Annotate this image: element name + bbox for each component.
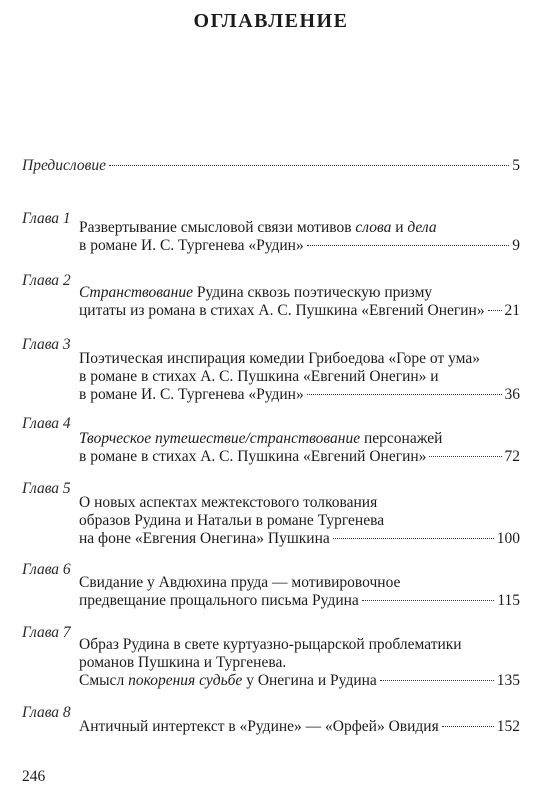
- page-title: ОГЛАВЛЕНИЕ: [193, 10, 349, 32]
- chapter-page: 100: [496, 530, 520, 547]
- preface-label: Предисловие: [22, 157, 106, 174]
- chapter-label: Глава 1: [22, 210, 71, 227]
- title-line: Развертывание смысловой связи мотивов слова и дела: [79, 219, 437, 236]
- chapter-page: 21: [504, 302, 520, 319]
- title-line: цитаты из романа в стихах А. С. Пушкина «Евгений Онегин» 21: [79, 302, 520, 319]
- chapter-label: Глава 6: [22, 561, 71, 578]
- dot-leader: [109, 165, 509, 166]
- toc-entry-chapter-6[interactable]: [22, 561, 520, 609]
- title-line: предвещание прощального письма Рудина 115: [79, 592, 520, 609]
- dot-leader: [362, 600, 495, 601]
- toc-entry-chapter-3[interactable]: [22, 336, 520, 403]
- toc-entry-chapter-2[interactable]: [22, 272, 520, 319]
- dot-leader: [429, 456, 501, 457]
- title-line: Поэтическая инспирация комедии Грибоедова «Горе от ума»: [79, 350, 481, 367]
- title-line: О новых аспектах межтекстового толкования: [79, 494, 378, 511]
- dot-leader: [442, 726, 494, 727]
- chapter-label: Глава 2: [22, 272, 71, 289]
- chapter-title: [79, 284, 520, 320]
- title-line: Античный интертекст в «Рудине» — «Орфей» Овидия 152: [79, 718, 520, 735]
- page-number: 246: [22, 768, 46, 785]
- chapter-title: [79, 574, 520, 610]
- chapter-label: Глава 7: [22, 624, 71, 641]
- chapter-label: Глава 8: [22, 704, 71, 721]
- chapter-label: Глава 3: [22, 336, 71, 353]
- toc-entry-preface[interactable]: [22, 157, 520, 175]
- toc-entry-chapter-4[interactable]: [22, 415, 520, 465]
- dot-leader: [380, 680, 494, 681]
- toc-entry-chapter-7[interactable]: [22, 624, 520, 689]
- chapter-title: [79, 494, 520, 548]
- chapter-page: 72: [504, 448, 520, 465]
- dot-leader: [488, 310, 502, 311]
- toc-entry-chapter-5[interactable]: [22, 480, 520, 547]
- chapter-label: Глава 4: [22, 415, 71, 432]
- title-line: Смысл покорения судьбе у Онегина и Рудина 135: [79, 672, 520, 689]
- chapter-label: Глава 5: [22, 480, 71, 497]
- chapter-title: [79, 219, 520, 255]
- preface-page: 5: [512, 157, 520, 174]
- chapter-page: 9: [512, 237, 520, 254]
- chapter-title: [79, 636, 520, 690]
- chapter-page: 115: [497, 592, 520, 609]
- toc-entry-chapter-1[interactable]: [22, 210, 520, 254]
- chapter-title: [79, 430, 520, 466]
- chapter-title: [79, 350, 520, 404]
- dot-leader: [307, 245, 510, 246]
- title-line: Свидание у Авдюхина пруда — мотивировочное: [79, 574, 401, 591]
- title-line: на фоне «Евгения Онегина» Пушкина 100: [79, 530, 520, 547]
- dot-leader: [307, 394, 502, 395]
- title-line: в романе в стихах А. С. Пушкина «Евгений Онегин» и: [79, 368, 439, 385]
- title-line: Творческое путешествие/странствование персонажей: [79, 430, 443, 447]
- chapter-title: [79, 718, 520, 736]
- title-line: романов Пушкина и Тургенева.: [79, 654, 287, 671]
- chapter-page: 152: [496, 718, 520, 735]
- title-line: образов Рудина и Натальи в романе Тургенева: [79, 512, 385, 529]
- title-line: в романе И. С. Тургенева «Рудин» 36: [79, 386, 520, 403]
- chapter-page: 135: [496, 672, 520, 689]
- title-line: в романе И. С. Тургенева «Рудин» 9: [79, 237, 520, 254]
- chapter-page: 36: [504, 386, 520, 403]
- title-line: Образ Рудина в свете куртуазно-рыцарской проблематики: [79, 636, 462, 653]
- toc-entry-chapter-8[interactable]: [22, 704, 520, 735]
- dot-leader: [333, 538, 494, 539]
- title-line: Странствование Рудина сквозь поэтическую призму: [79, 284, 433, 301]
- title-line: в романе в стихах А. С. Пушкина «Евгений Онегин» 72: [79, 448, 520, 465]
